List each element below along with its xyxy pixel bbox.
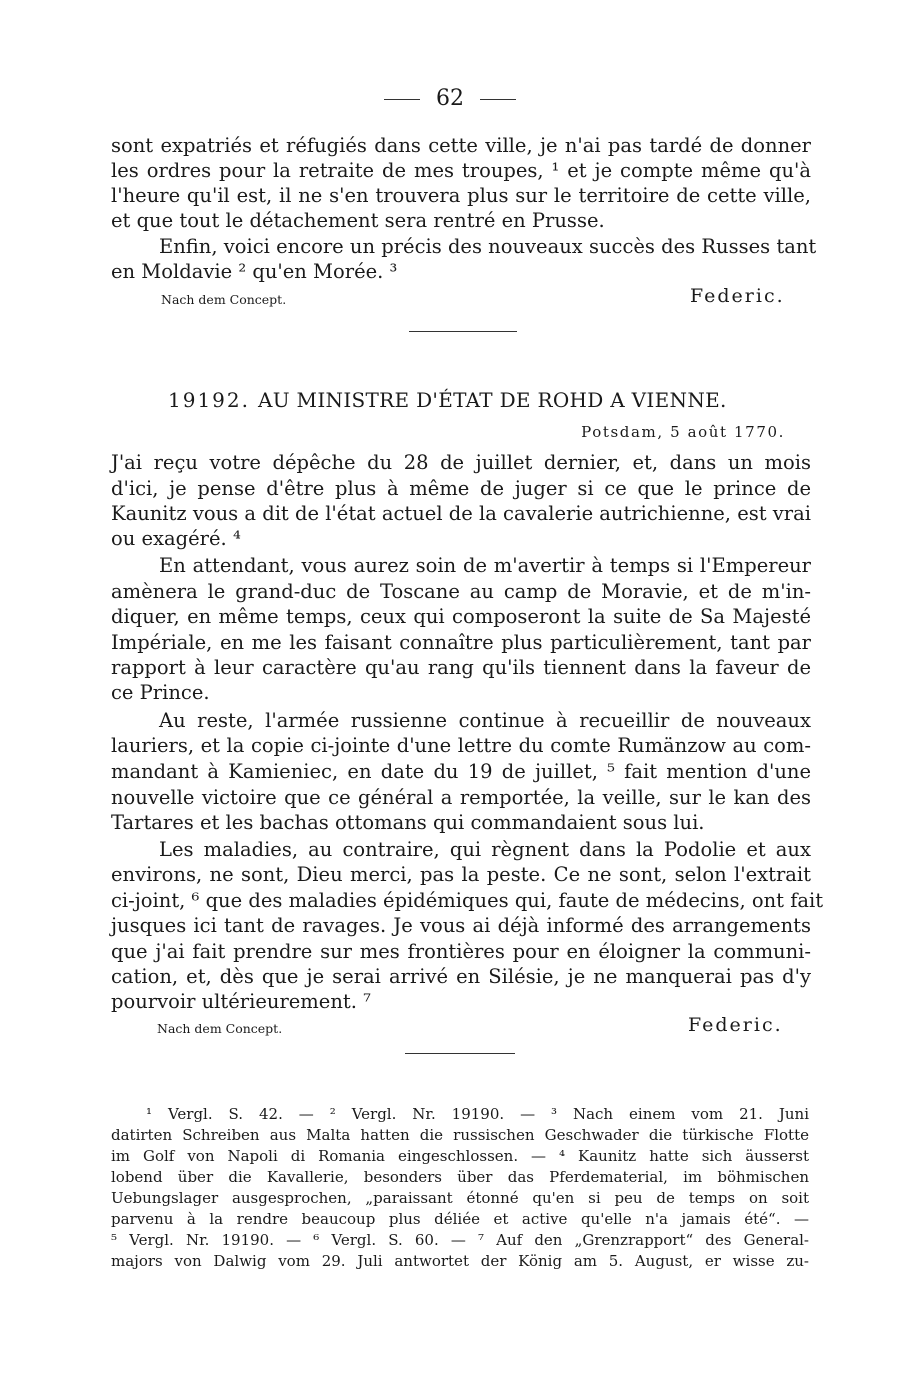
page-number-value: 62 xyxy=(436,86,464,111)
body-line: Tartares et les bachas ottomans qui commandaient sous lui. xyxy=(111,811,705,834)
body-line: rapport à leur caractère qu'au rang qu'ils tiennent dans la faveur de xyxy=(111,656,811,679)
body-line: ou exagéré. ⁴ xyxy=(111,527,241,550)
letter-2-dateline: Potsdam, 5 août 1770. xyxy=(581,423,785,441)
footnote-line: majors von Dalwig vom 29. Juli antwortet der König am 5. August, er wisse zu- xyxy=(111,1252,809,1270)
page-number-dash-left xyxy=(384,99,420,100)
section-divider xyxy=(409,331,517,332)
footnote-line: im Golf von Napoli di Romania eingeschlossen. — ⁴ Kaunitz hatte sich äusserst xyxy=(111,1147,809,1165)
body-line: Kaunitz vous a dit de l'état actuel de la cavalerie autrichienne, est vrai xyxy=(111,502,811,525)
body-line: les ordres pour la retraite de mes troupes, ¹ et je compte même qu'à xyxy=(111,159,811,182)
body-line: sont expatriés et réfugiés dans cette ville, je n'ai pas tardé de donner xyxy=(111,134,811,157)
body-line: En attendant, vous aurez soin de m'avertir à temps si l'Empereur xyxy=(159,554,811,577)
letter-2-signature: Federic. xyxy=(688,1014,783,1036)
footnote-line: parvenu à la rendre beaucoup plus déliée et active qu'elle n'a jamais été“. — xyxy=(111,1210,809,1228)
body-line: d'ici, je pense d'être plus à même de juger si ce que le prince de xyxy=(111,477,811,500)
body-line: cation, et, dès que je serai arrivé en Silésie, je ne manquerai pas d'y xyxy=(111,965,811,988)
footnote-line: ¹ Vergl. S. 42. — ² Vergl. Nr. 19190. — ³ Nach einem vom 21. Juni xyxy=(146,1105,809,1123)
page-number-dash-right xyxy=(480,99,516,100)
body-line: jusques ici tant de ravages. Je vous ai déjà informé des arrangements xyxy=(111,914,811,937)
body-line: amènera le grand-duc de Toscane au camp de Moravie, et de m'in- xyxy=(111,580,811,603)
letter-2-heading xyxy=(168,388,727,412)
body-line: environs, ne sont, Dieu merci, pas la peste. Ce ne sont, selon l'extrait xyxy=(111,863,811,886)
body-line: mandant à Kamieniec, en date du 19 de juillet, ⁵ fait mention d'une xyxy=(111,760,811,783)
body-line: pourvoir ultérieurement. ⁷ xyxy=(111,990,371,1013)
page-number xyxy=(0,86,900,111)
footnote-line: ⁵ Vergl. Nr. 19190. — ⁶ Vergl. S. 60. — ⁷ Auf den „Grenzrapport“ des General- xyxy=(111,1231,809,1249)
body-line: Impériale, en me les faisant connaître plus particulièrement, tant par xyxy=(111,631,811,654)
body-line: Enfin, voici encore un précis des nouveaux succès des Russes tant xyxy=(159,235,817,258)
body-line: diquer, en même temps, ceux qui composeront la suite de Sa Majesté xyxy=(111,605,811,628)
footnote-line: datirten Schreiben aus Malta hatten die russischen Geschwader die türkische Flotte xyxy=(111,1126,809,1144)
body-line: lauriers, et la copie ci-jointe d'une lettre du comte Rumänzow au com- xyxy=(111,734,811,757)
letter-1-source-note: Nach dem Concept. xyxy=(161,292,287,307)
letter-title: AU MINISTRE D'ÉTAT DE ROHD A VIENNE. xyxy=(257,388,727,412)
body-line: ci-joint, ⁶ que des maladies épidémiques qui, faute de médecins, ont fait xyxy=(111,889,824,912)
footnote-line: lobend über die Kavallerie, besonders über das Pferdematerial, im böhmischen xyxy=(111,1168,809,1186)
body-line: Au reste, l'armée russienne continue à recueillir de nouveaux xyxy=(159,709,811,732)
letter-1-signature: Federic. xyxy=(690,285,785,307)
footnote-line: Uebungslager ausgesprochen, „paraissant étonné qu'en si peu de temps on soit xyxy=(111,1189,809,1207)
letter-number: 19192. xyxy=(168,388,250,412)
body-line: en Moldavie ² qu'en Morée. ³ xyxy=(111,260,398,283)
body-line: que j'ai fait prendre sur mes frontières pour en éloigner la communi- xyxy=(111,940,811,963)
letter-2-source-note: Nach dem Concept. xyxy=(157,1021,283,1036)
body-line: J'ai reçu votre dépêche du 28 de juillet dernier, et, dans un mois xyxy=(111,451,811,474)
footnote-divider xyxy=(405,1053,515,1054)
body-line: ce Prince. xyxy=(111,681,210,704)
body-line: l'heure qu'il est, il ne s'en trouvera plus sur le territoire de cette ville, xyxy=(111,184,811,207)
body-line: et que tout le détachement sera rentré en Prusse. xyxy=(111,209,605,232)
body-line: Les maladies, au contraire, qui règnent dans la Podolie et aux xyxy=(159,838,811,861)
body-line: nouvelle victoire que ce général a remportée, la veille, sur le kan des xyxy=(111,786,811,809)
